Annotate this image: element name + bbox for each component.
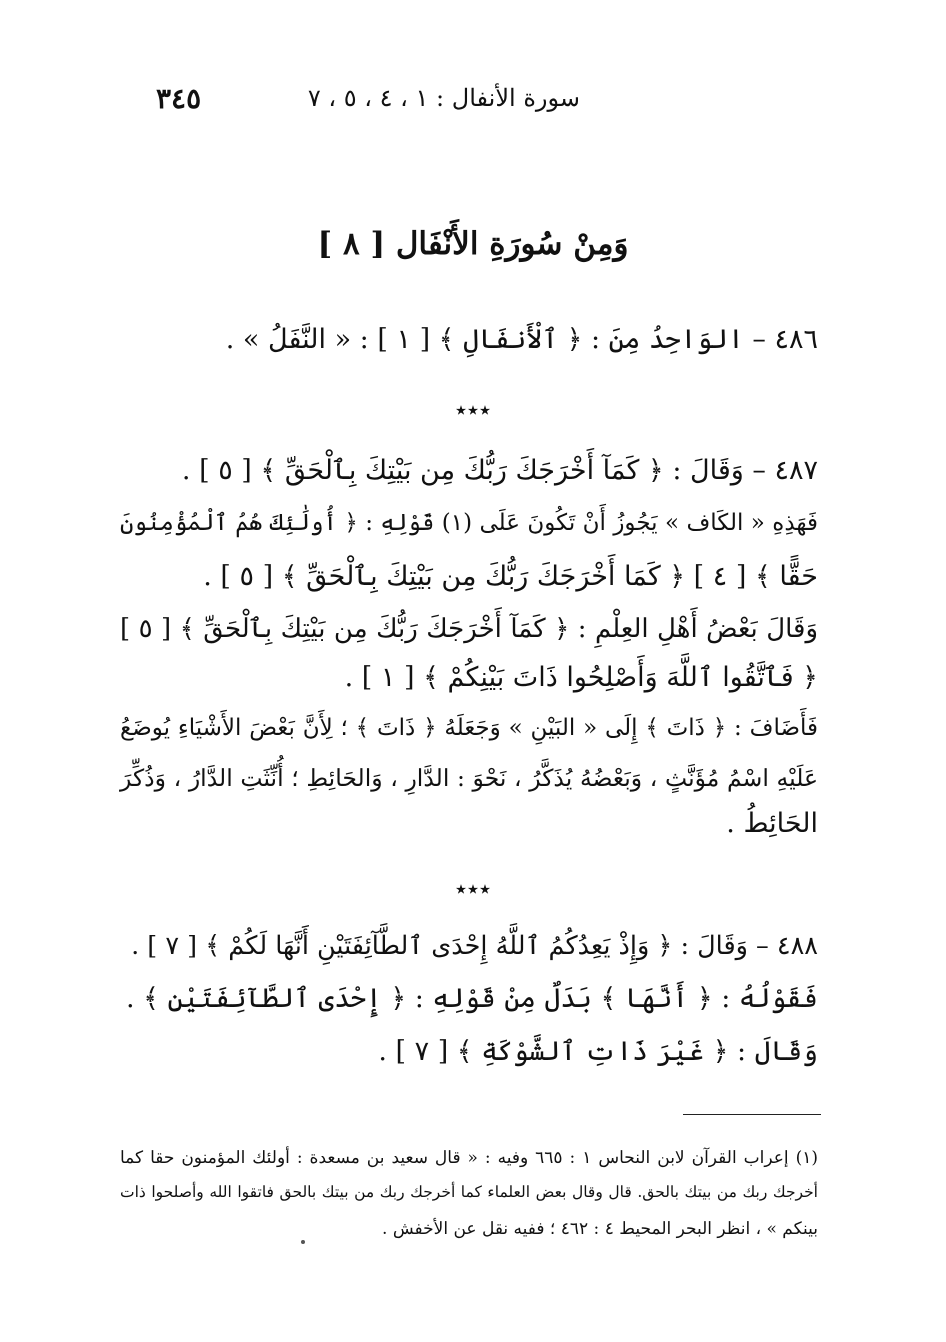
footnote-line: بينكم » ، انظر البحر المحيط ٤ : ٤٦٢ ؛ ففيه نقل عن الأخفش . [382, 1219, 818, 1239]
paragraph-line: وَقَالَ : ﴿ غَيْرَ ذَاتِ ٱلشَّوْكَةِ ﴾ [ ٧ ] . [378, 1036, 818, 1067]
footnote-divider [683, 1114, 821, 1115]
paragraph-line: وَقَالَ بَعْضُ أَهْلِ العِلْمِ : ﴿ كَمَآ أَخْرَجَكَ رَبُّكَ مِن بَيْتِكَ بِٱلْحَقِّ ﴾ [ ٥ ] [120, 614, 818, 644]
section-separator: ٭٭٭ [455, 877, 491, 902]
running-header: سورة الأنفال : ١ ، ٤ ، ٥ ، ٧ [307, 84, 580, 112]
entry-486: ٤٨٦ – الوَاحِدُ مِنَ : ﴿ ٱلْأَنفَالِ ﴾ [ ١ ] : « النَّفَلُ » . [225, 324, 818, 355]
footnote-line: (١) إعراب القرآن لابن النحاس ١ : ٦٦٥ وفيه : « قال سعيد بن مسعدة : أولئك المؤمنون حقا كما [120, 1148, 818, 1168]
entry-487: ٤٨٧ – وَقَالَ : ﴿ كَمَآ أَخْرَجَكَ رَبُّكَ مِن بَيْتِكَ بِٱلْحَقِّ ﴾ [ ٥ ] . [181, 455, 818, 486]
paragraph-line: فَهَذِهِ « الكَاف » يَجُوزُ أَنْ تَكُونَ عَلَى (١) قَوْلِهِ : ﴿ أُولَٰئِكَ هُمُ ٱلْمُؤْمِنُونَ [120, 510, 818, 536]
paragraph-line: فَقَوْلُهُ : ﴿ أَنَّهَا ﴾ بَدَلٌ مِنْ قَوْلِهِ : ﴿ إِحْدَى ٱلطَّآئِفَتَيْنِ ﴾ . [125, 983, 818, 1014]
paragraph-line: حَقًّا ﴾ [ ٤ ] ﴿ كَمَا أَخْرَجَكَ رَبُّكَ مِن بَيْتِكَ بِٱلْحَقِّ ﴾ [ ٥ ] . [203, 561, 818, 592]
paragraph-line: فَأَضَافَ : ﴿ ذَاتَ ﴾ إِلَى « البَيْنِ » وَجَعَلَهُ ﴿ ذَاتَ ﴾ ؛ لِأَنَّ بَعْضَ الأَشْيَاءِ يُوضَعُ [120, 715, 818, 741]
section-separator: ٭٭٭ [455, 398, 491, 423]
scan-speck [301, 1240, 305, 1244]
footnote-line: أخرجك ربك من بيتك بالحق. قال وقال بعض العلماء كما أخرجك ربك من بيتك بالحق فاتقوا الله وأصلحوا ذات [120, 1183, 818, 1201]
entry-488: ٤٨٨ – وَقَالَ : ﴿ وَإِذْ يَعِدُكُمُ ٱللَّهُ إِحْدَى ٱلطَّآئِفَتَيْنِ أَنَّهَا لَكُمْ ﴾ [ ٧ ] . [131, 931, 818, 961]
page-number: ٣٤٥ [156, 82, 202, 115]
paragraph-line: عَلَيْهِ اسْمُ مُؤَنَّثٍ ، وَبَعْضُهُ يُذَكَّرُ ، نَحْوَ : الدَّارِ ، وَالحَائِطِ ؛ أُنِّثَتِ الدَّارُ ، وَذُكِّرَ [120, 764, 818, 792]
paragraph-line: الحَائِطُ . [726, 808, 818, 839]
paragraph-line: ﴿ فَٱتَّقُوا ٱللَّهَ وَأَصْلِحُوا ذَاتَ بَيْنِكُمْ ﴾ [ ١ ] . [344, 662, 818, 693]
chapter-heading: وَمِنْ سُورَةِ الأَنْفَال [ ٨ ] [317, 226, 629, 262]
